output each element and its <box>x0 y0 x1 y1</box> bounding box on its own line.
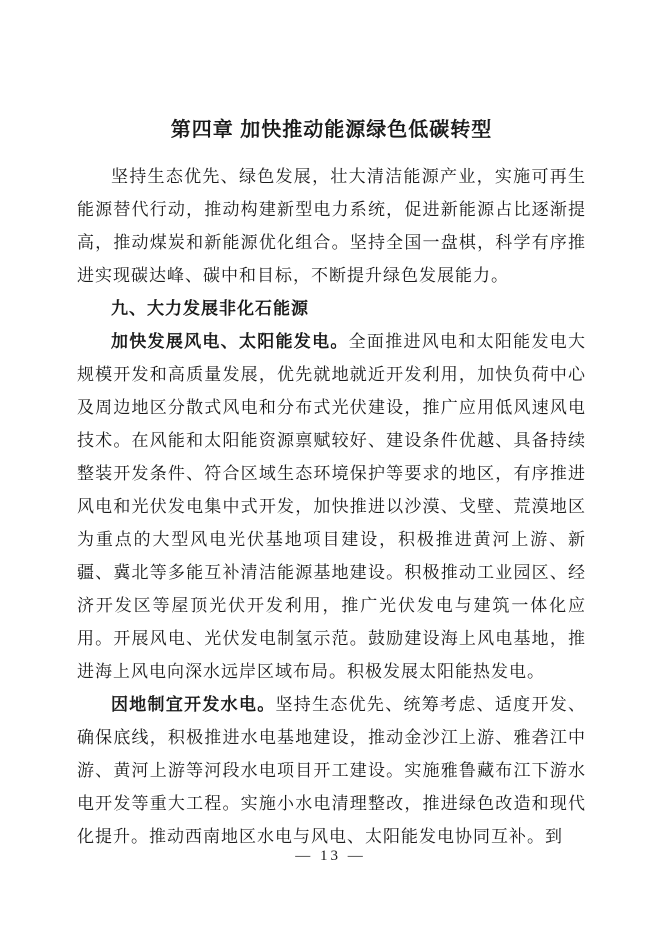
paragraph-text-hydro: 坚持生态优先、统筹考虑、适度开发、确保底线，积极推进水电基地建设，推动金沙江上游、雅砻江中游、黄河上游等河段水电项目开工建设。实施雅鲁藏布江下游水电开发等重大工程。实施小水电清理整改，推进绿色改造和现代化提升。推动西南地区水电与风电、太阳能发电协同互补。到 <box>77 695 587 846</box>
paragraph-text-wind-solar: 全面推进风电和太阳能发电大规模开发和高质量发展，优先就地就近开发利用，加快负荷中心及周边地区分散式风电和分布式光伏建设，推广应用低风速风电技术。在风能和太阳能资源禀赋较好、建设条件优越、具备持续整装开发条件、符合区域生态环境保护等要求的地区，有序推进风电和光伏发电集中式开发，加快推进以沙漠、戈壁、荒漠地区为重点的大型风电光伏基地项目建设，积极推进黄河上游、新疆、冀北等多能互补清洁能源基地建设。积极推动工业园区、经济开发区等屋顶光伏开发利用，推广光伏发电与建筑一体化应用。开展风电、光伏发电制氢示范。鼓励建设海上风电基地，推进海上风电向深水远岸区域布局。积极发展太阳能热发电。 <box>77 332 587 681</box>
paragraph-intro: 坚持生态优先、绿色发展，壮大清洁能源产业，实施可再生能源替代行动，推动构建新型电力系统，促进新能源占比逐渐提高，推动煤炭和新能源优化组合。坚持全国一盘棋，科学有序推进实现碳达峰、碳中和目标，不断提升绿色发展能力。 <box>77 167 586 285</box>
chapter-title: 第四章 加快推动能源绿色低碳转型 <box>170 119 493 141</box>
section-heading: 九、大力发展非化石能源 <box>111 299 309 318</box>
paragraph-lead-hydro: 因地制宜开发水电。 <box>111 695 276 714</box>
page-number: — 13 — <box>295 848 366 864</box>
paragraph-hydro <box>77 688 586 853</box>
paragraph-wind-solar <box>77 325 586 688</box>
paragraph-lead-wind-solar: 加快发展风电、太阳能发电。 <box>111 332 349 351</box>
